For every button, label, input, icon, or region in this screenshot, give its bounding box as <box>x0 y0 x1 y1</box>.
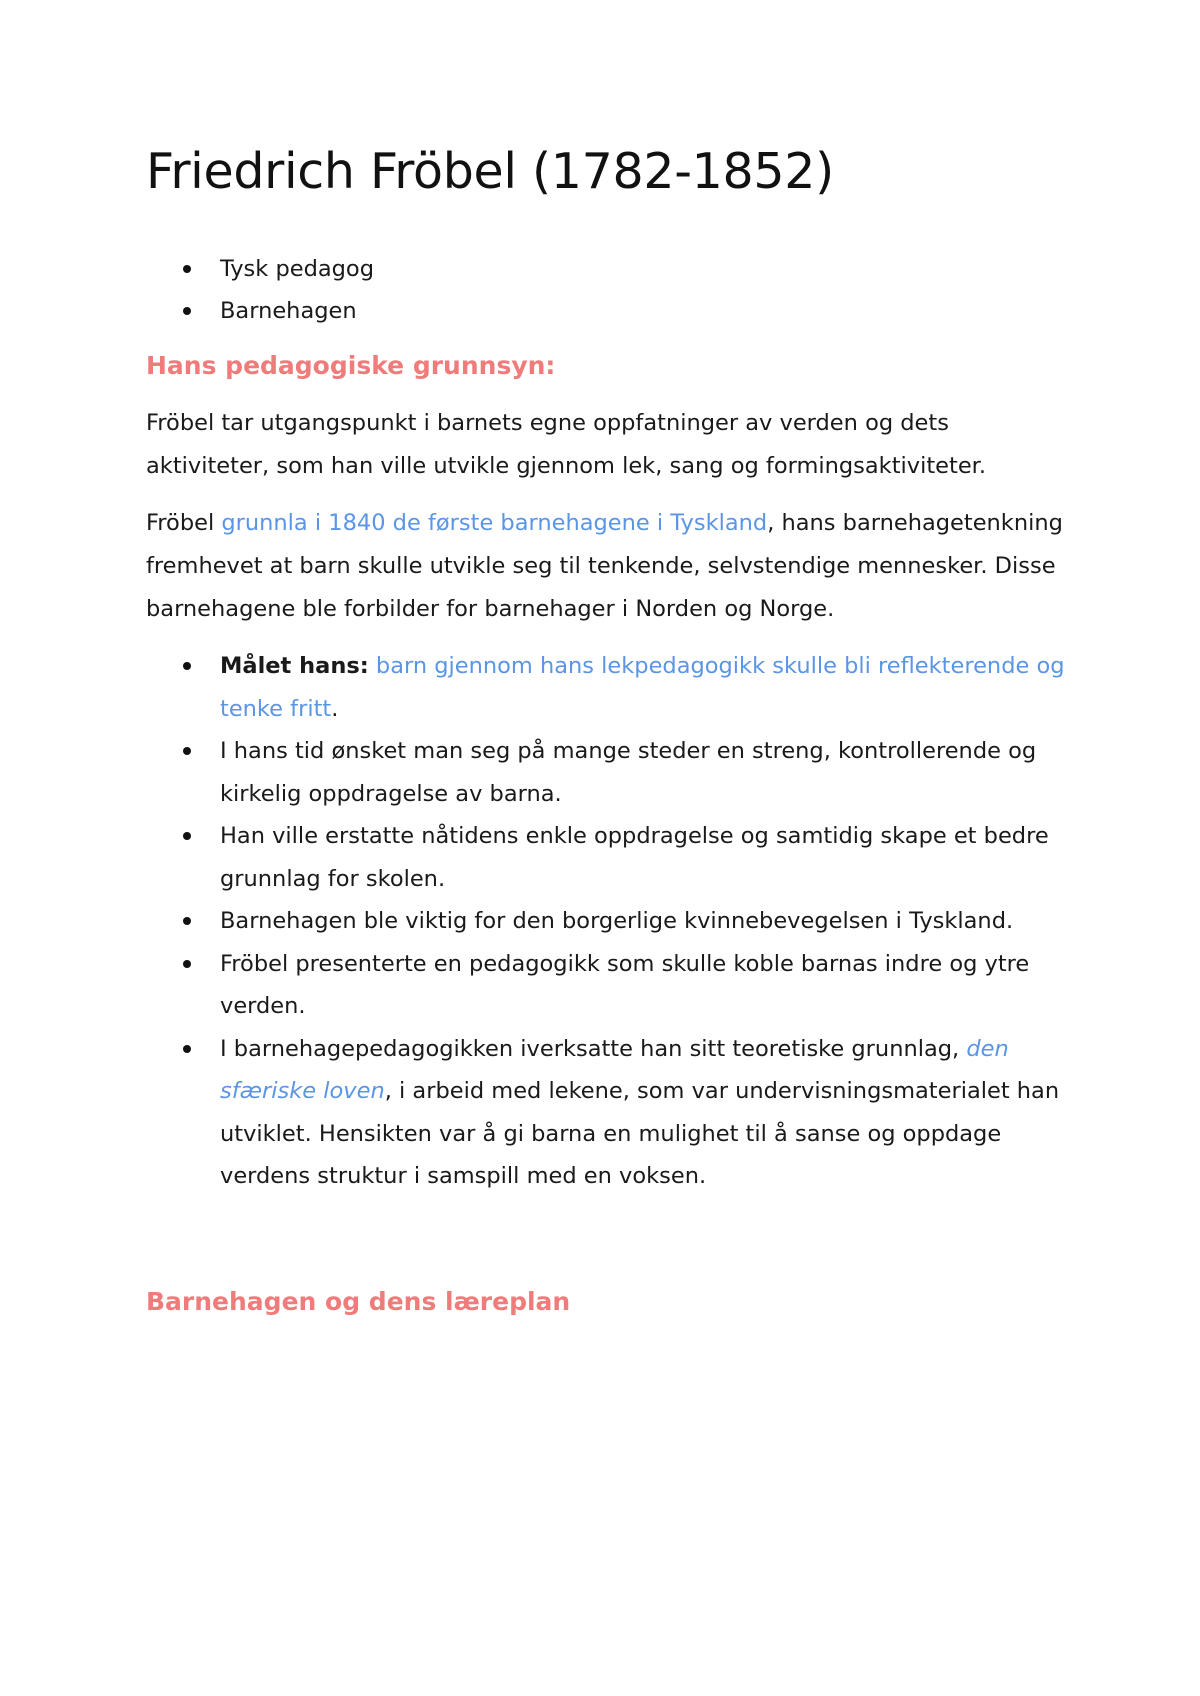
list-item-text: I barnehagepedagogikken iverksatte han sitt teoretiske grunnlag, <box>220 1035 967 1062</box>
list-item <box>146 1028 1076 1198</box>
list-item: Han ville erstatte nåtidens enkle oppdragelse og samtidig skape et bedre grunnlag for skolen. <box>146 815 1076 900</box>
list-item-text: . <box>331 695 339 722</box>
bullet-list <box>146 645 1076 1198</box>
list-item-text: , i arbeid med lekene, som var undervisningsmaterialet han utviklet. Hensikten var å gi barna en mulighet til å sanse og oppdage verdens struktur i samspill med en voksen. <box>220 1078 1060 1189</box>
section-heading: Barnehagen og dens læreplan <box>146 1286 571 1316</box>
list-item: I hans tid ønsket man seg på mange steder en streng, kontrollerende og kirkelig oppdragelse av barna. <box>146 730 1076 815</box>
page-title: Friedrich Fröbel (1782-1852) <box>146 143 834 200</box>
paragraph <box>146 502 1076 631</box>
paragraph-text: , hans barnehagetenkning fremhevet at barn skulle utvikle seg til tenkende, selvstendige mennesker. Disse barnehagene ble forbilder for barnehager i Norden og Norge. <box>146 510 1063 622</box>
list-item: Barnehagen <box>146 290 1076 332</box>
paragraph-text: Fröbel <box>146 510 222 536</box>
list-item <box>146 645 1076 730</box>
paragraph: Fröbel tar utgangspunkt i barnets egne oppfatninger av verden og dets aktiviteter, som han ville utvikle gjennom lek, sang og formingsaktiviteter. <box>146 410 987 479</box>
highlight-link[interactable]: barn gjennom hans lekpedagogikk skulle bli reflekterende og tenke fritt <box>220 653 1065 722</box>
list-item: Fröbel presenterte en pedagogikk som skulle koble barnas indre og ytre verden. <box>146 943 1076 1028</box>
list-item: Tysk pedagog <box>146 248 1076 290</box>
highlight-link[interactable]: grunnla i 1840 de første barnehagene i Tyskland <box>221 510 768 536</box>
intro-list <box>146 248 1076 332</box>
document-page <box>146 140 1076 1338</box>
bold-label: Målet hans: <box>220 653 369 679</box>
list-item: Barnehagen ble viktig for den borgerlige kvinnebevegelsen i Tyskland. <box>146 900 1076 943</box>
italic-link[interactable]: den sfæriske loven <box>220 1035 1009 1104</box>
section-heading: Hans pedagogiske grunnsyn: <box>146 351 556 380</box>
